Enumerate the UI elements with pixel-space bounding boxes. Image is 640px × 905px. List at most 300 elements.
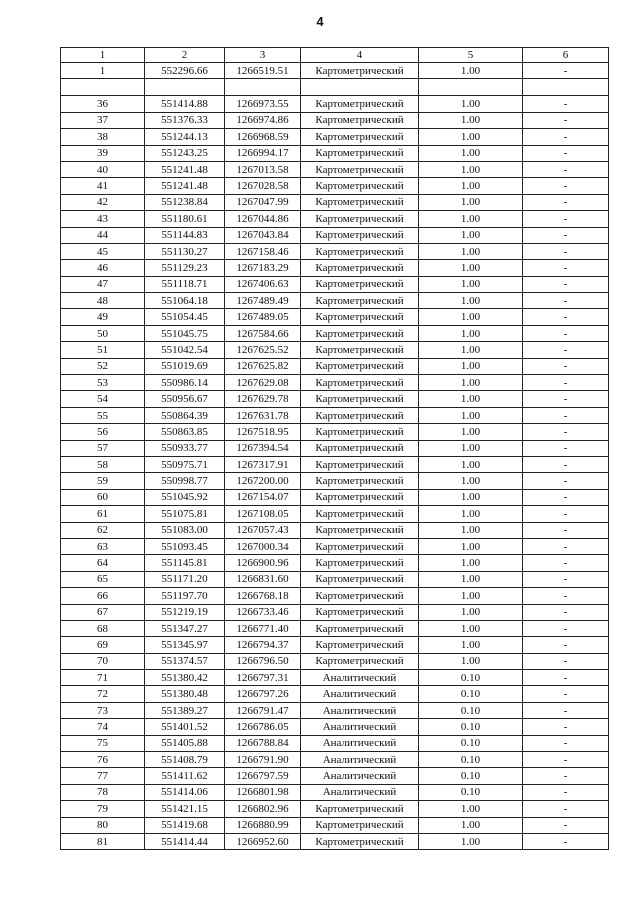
y-coordinate-cell: 1267394.54	[225, 440, 301, 456]
method-cell: Аналитический	[301, 768, 419, 784]
x-coordinate-cell: 551241.48	[145, 178, 225, 194]
description-cell: -	[523, 489, 609, 505]
table-header	[61, 48, 609, 63]
table-row	[61, 801, 609, 817]
x-coordinate-cell: 551345.97	[145, 637, 225, 653]
point-number-cell: 55	[61, 407, 145, 423]
column-header-2: 2	[145, 48, 225, 63]
method-cell: Аналитический	[301, 686, 419, 702]
x-coordinate-cell: 551180.61	[145, 211, 225, 227]
y-coordinate-cell: 1266733.46	[225, 604, 301, 620]
table-row	[61, 719, 609, 735]
point-number-cell: 60	[61, 489, 145, 505]
point-number-cell: 54	[61, 391, 145, 407]
y-coordinate-cell: 1267489.05	[225, 309, 301, 325]
point-number-cell: 47	[61, 276, 145, 292]
description-cell: -	[523, 571, 609, 587]
accuracy-cell: 1.00	[419, 112, 523, 128]
description-cell: -	[523, 653, 609, 669]
description-cell: -	[523, 670, 609, 686]
y-coordinate-cell: 1266788.84	[225, 735, 301, 751]
description-cell: -	[523, 456, 609, 472]
accuracy-cell: 1.00	[419, 129, 523, 145]
accuracy-cell: 1.00	[419, 63, 523, 79]
column-header-6: 6	[523, 48, 609, 63]
accuracy-cell: 1.00	[419, 506, 523, 522]
description-cell: -	[523, 686, 609, 702]
table-row	[61, 178, 609, 194]
method-cell: Картометрический	[301, 375, 419, 391]
accuracy-cell: 1.00	[419, 194, 523, 210]
x-coordinate-cell: 551054.45	[145, 309, 225, 325]
description-cell: -	[523, 260, 609, 276]
accuracy-cell: 0.10	[419, 768, 523, 784]
point-number-cell: 61	[61, 506, 145, 522]
point-number-cell: 73	[61, 702, 145, 718]
description-cell: -	[523, 325, 609, 341]
table-row	[61, 686, 609, 702]
y-coordinate-cell: 1267158.46	[225, 243, 301, 259]
point-number-cell: 80	[61, 817, 145, 833]
method-cell: Аналитический	[301, 719, 419, 735]
x-coordinate-cell: 551411.62	[145, 768, 225, 784]
x-coordinate-cell: 551421.15	[145, 801, 225, 817]
point-number-cell: 75	[61, 735, 145, 751]
accuracy-cell: 1.00	[419, 456, 523, 472]
point-number-cell: 1	[61, 63, 145, 79]
x-coordinate-cell: 551380.48	[145, 686, 225, 702]
y-coordinate-cell: 1266802.96	[225, 801, 301, 817]
table-row	[61, 604, 609, 620]
x-coordinate-cell: 551144.83	[145, 227, 225, 243]
accuracy-cell: 1.00	[419, 309, 523, 325]
x-coordinate-cell: 550975.71	[145, 456, 225, 472]
method-cell: Аналитический	[301, 702, 419, 718]
y-coordinate-cell: 1267000.34	[225, 538, 301, 554]
description-cell: -	[523, 243, 609, 259]
y-coordinate-cell: 1267200.00	[225, 473, 301, 489]
x-coordinate-cell: 550986.14	[145, 375, 225, 391]
empty-row	[61, 79, 609, 96]
y-coordinate-cell: 1266973.55	[225, 96, 301, 112]
x-coordinate-cell: 551374.57	[145, 653, 225, 669]
y-coordinate-cell: 1267028.58	[225, 178, 301, 194]
table-row	[61, 473, 609, 489]
point-number-cell: 59	[61, 473, 145, 489]
point-number-cell: 74	[61, 719, 145, 735]
method-cell: Картометрический	[301, 276, 419, 292]
table-row	[61, 768, 609, 784]
accuracy-cell: 1.00	[419, 801, 523, 817]
y-coordinate-cell: 1266994.17	[225, 145, 301, 161]
table-row	[61, 260, 609, 276]
table-row	[61, 735, 609, 751]
description-cell: -	[523, 637, 609, 653]
y-coordinate-cell: 1267629.78	[225, 391, 301, 407]
x-coordinate-cell: 551376.33	[145, 112, 225, 128]
y-coordinate-cell: 1267154.07	[225, 489, 301, 505]
y-coordinate-cell: 1267108.05	[225, 506, 301, 522]
description-cell: -	[523, 342, 609, 358]
accuracy-cell: 1.00	[419, 227, 523, 243]
x-coordinate-cell: 551083.00	[145, 522, 225, 538]
method-cell: Картометрический	[301, 489, 419, 505]
y-coordinate-cell: 1267183.29	[225, 260, 301, 276]
table-row	[61, 456, 609, 472]
accuracy-cell: 1.00	[419, 522, 523, 538]
method-cell: Картометрический	[301, 571, 419, 587]
table-row	[61, 129, 609, 145]
description-cell: -	[523, 194, 609, 210]
method-cell: Аналитический	[301, 784, 419, 800]
method-cell: Картометрический	[301, 407, 419, 423]
table-row	[61, 571, 609, 587]
table-row	[61, 63, 609, 79]
y-coordinate-cell: 1266768.18	[225, 588, 301, 604]
point-number-cell: 39	[61, 145, 145, 161]
method-cell: Картометрический	[301, 211, 419, 227]
accuracy-cell: 1.00	[419, 391, 523, 407]
method-cell: Картометрический	[301, 260, 419, 276]
point-number-cell: 66	[61, 588, 145, 604]
description-cell: -	[523, 375, 609, 391]
accuracy-cell: 1.00	[419, 293, 523, 309]
accuracy-cell: 1.00	[419, 407, 523, 423]
description-cell: -	[523, 555, 609, 571]
table-row	[61, 309, 609, 325]
method-cell: Картометрический	[301, 588, 419, 604]
description-cell: -	[523, 538, 609, 554]
method-cell: Картометрический	[301, 243, 419, 259]
accuracy-cell: 1.00	[419, 588, 523, 604]
accuracy-cell: 0.10	[419, 752, 523, 768]
point-number-cell: 67	[61, 604, 145, 620]
point-number-cell: 81	[61, 833, 145, 849]
method-cell: Картометрический	[301, 391, 419, 407]
column-header-3: 3	[225, 48, 301, 63]
point-number-cell: 50	[61, 325, 145, 341]
method-cell: Картометрический	[301, 506, 419, 522]
x-coordinate-cell: 551045.92	[145, 489, 225, 505]
y-coordinate-cell: 1266797.31	[225, 670, 301, 686]
method-cell: Картометрический	[301, 637, 419, 653]
x-coordinate-cell: 552296.66	[145, 63, 225, 79]
description-cell: -	[523, 276, 609, 292]
description-cell: -	[523, 145, 609, 161]
method-cell: Картометрический	[301, 538, 419, 554]
column-header-4: 4	[301, 48, 419, 63]
point-number-cell: 76	[61, 752, 145, 768]
accuracy-cell: 1.00	[419, 161, 523, 177]
method-cell: Картометрический	[301, 473, 419, 489]
table-row	[61, 538, 609, 554]
description-cell: -	[523, 424, 609, 440]
table-row	[61, 424, 609, 440]
table-row	[61, 752, 609, 768]
point-number-cell: 77	[61, 768, 145, 784]
description-cell: -	[523, 817, 609, 833]
x-coordinate-cell: 551419.68	[145, 817, 225, 833]
description-cell: -	[523, 63, 609, 79]
empty-cell	[145, 79, 225, 96]
table-row	[61, 833, 609, 849]
table-row	[61, 407, 609, 423]
x-coordinate-cell: 551118.71	[145, 276, 225, 292]
accuracy-cell: 1.00	[419, 637, 523, 653]
y-coordinate-cell: 1266797.26	[225, 686, 301, 702]
method-cell: Картометрический	[301, 194, 419, 210]
table-row	[61, 161, 609, 177]
table-row	[61, 293, 609, 309]
x-coordinate-cell: 551238.84	[145, 194, 225, 210]
accuracy-cell: 1.00	[419, 620, 523, 636]
point-number-cell: 65	[61, 571, 145, 587]
accuracy-cell: 1.00	[419, 604, 523, 620]
accuracy-cell: 1.00	[419, 358, 523, 374]
y-coordinate-cell: 1266519.51	[225, 63, 301, 79]
accuracy-cell: 0.10	[419, 702, 523, 718]
x-coordinate-cell: 551244.13	[145, 129, 225, 145]
accuracy-cell: 1.00	[419, 571, 523, 587]
description-cell: -	[523, 784, 609, 800]
y-coordinate-cell: 1267044.86	[225, 211, 301, 227]
method-cell: Аналитический	[301, 752, 419, 768]
point-number-cell: 40	[61, 161, 145, 177]
x-coordinate-cell: 551243.25	[145, 145, 225, 161]
y-coordinate-cell: 1266952.60	[225, 833, 301, 849]
x-coordinate-cell: 551129.23	[145, 260, 225, 276]
accuracy-cell: 1.00	[419, 342, 523, 358]
table-row	[61, 588, 609, 604]
point-number-cell: 71	[61, 670, 145, 686]
table-row	[61, 670, 609, 686]
x-coordinate-cell: 551093.45	[145, 538, 225, 554]
method-cell: Картометрический	[301, 817, 419, 833]
y-coordinate-cell: 1267518.95	[225, 424, 301, 440]
table-row	[61, 227, 609, 243]
accuracy-cell: 1.00	[419, 653, 523, 669]
method-cell: Картометрический	[301, 522, 419, 538]
y-coordinate-cell: 1267013.58	[225, 161, 301, 177]
x-coordinate-cell: 551405.88	[145, 735, 225, 751]
empty-cell	[225, 79, 301, 96]
method-cell: Картометрический	[301, 293, 419, 309]
x-coordinate-cell: 550956.67	[145, 391, 225, 407]
x-coordinate-cell: 551408.79	[145, 752, 225, 768]
x-coordinate-cell: 551045.75	[145, 325, 225, 341]
description-cell: -	[523, 620, 609, 636]
point-number-cell: 44	[61, 227, 145, 243]
point-number-cell: 43	[61, 211, 145, 227]
accuracy-cell: 1.00	[419, 145, 523, 161]
column-header-1: 1	[61, 48, 145, 63]
method-cell: Картометрический	[301, 129, 419, 145]
table-row	[61, 489, 609, 505]
x-coordinate-cell: 551130.27	[145, 243, 225, 259]
description-cell: -	[523, 588, 609, 604]
x-coordinate-cell: 551145.81	[145, 555, 225, 571]
table-row	[61, 817, 609, 833]
y-coordinate-cell: 1267047.99	[225, 194, 301, 210]
point-number-cell: 51	[61, 342, 145, 358]
y-coordinate-cell: 1266974.86	[225, 112, 301, 128]
x-coordinate-cell: 551389.27	[145, 702, 225, 718]
accuracy-cell: 1.00	[419, 489, 523, 505]
method-cell: Картометрический	[301, 555, 419, 571]
empty-cell	[301, 79, 419, 96]
description-cell: -	[523, 112, 609, 128]
x-coordinate-cell: 551219.19	[145, 604, 225, 620]
table-row	[61, 702, 609, 718]
point-number-cell: 52	[61, 358, 145, 374]
table-row	[61, 96, 609, 112]
empty-cell	[523, 79, 609, 96]
x-coordinate-cell: 551064.18	[145, 293, 225, 309]
description-cell: -	[523, 391, 609, 407]
point-number-cell: 41	[61, 178, 145, 194]
table-row	[61, 620, 609, 636]
point-number-cell: 69	[61, 637, 145, 653]
table-row	[61, 276, 609, 292]
point-number-cell: 72	[61, 686, 145, 702]
description-cell: -	[523, 309, 609, 325]
point-number-cell: 63	[61, 538, 145, 554]
description-cell: -	[523, 735, 609, 751]
y-coordinate-cell: 1267631.78	[225, 407, 301, 423]
x-coordinate-cell: 551347.27	[145, 620, 225, 636]
x-coordinate-cell: 551171.20	[145, 571, 225, 587]
table-body	[61, 63, 609, 850]
accuracy-cell: 1.00	[419, 538, 523, 554]
x-coordinate-cell: 551414.06	[145, 784, 225, 800]
method-cell: Картометрический	[301, 178, 419, 194]
x-coordinate-cell: 550864.39	[145, 407, 225, 423]
accuracy-cell: 0.10	[419, 686, 523, 702]
description-cell: -	[523, 129, 609, 145]
x-coordinate-cell: 551241.48	[145, 161, 225, 177]
x-coordinate-cell: 551380.42	[145, 670, 225, 686]
accuracy-cell: 1.00	[419, 833, 523, 849]
accuracy-cell: 1.00	[419, 473, 523, 489]
method-cell: Картометрический	[301, 63, 419, 79]
x-coordinate-cell: 551414.88	[145, 96, 225, 112]
method-cell: Картометрический	[301, 342, 419, 358]
point-number-cell: 58	[61, 456, 145, 472]
accuracy-cell: 1.00	[419, 211, 523, 227]
description-cell: -	[523, 358, 609, 374]
column-header-5: 5	[419, 48, 523, 63]
y-coordinate-cell: 1266794.37	[225, 637, 301, 653]
x-coordinate-cell: 551197.70	[145, 588, 225, 604]
x-coordinate-cell: 550933.77	[145, 440, 225, 456]
point-number-cell: 48	[61, 293, 145, 309]
point-number-cell: 62	[61, 522, 145, 538]
accuracy-cell: 1.00	[419, 96, 523, 112]
point-number-cell: 37	[61, 112, 145, 128]
y-coordinate-cell: 1266797.59	[225, 768, 301, 784]
accuracy-cell: 1.00	[419, 817, 523, 833]
y-coordinate-cell: 1267317.91	[225, 456, 301, 472]
x-coordinate-cell: 551401.52	[145, 719, 225, 735]
method-cell: Картометрический	[301, 145, 419, 161]
table-row	[61, 653, 609, 669]
description-cell: -	[523, 96, 609, 112]
method-cell: Картометрический	[301, 96, 419, 112]
empty-cell	[419, 79, 523, 96]
method-cell: Картометрический	[301, 424, 419, 440]
table-row	[61, 375, 609, 391]
point-number-cell: 56	[61, 424, 145, 440]
x-coordinate-cell: 551414.44	[145, 833, 225, 849]
accuracy-cell: 0.10	[419, 670, 523, 686]
y-coordinate-cell: 1267043.84	[225, 227, 301, 243]
empty-cell	[61, 79, 145, 96]
y-coordinate-cell: 1266831.60	[225, 571, 301, 587]
method-cell: Картометрический	[301, 358, 419, 374]
y-coordinate-cell: 1266786.05	[225, 719, 301, 735]
method-cell: Картометрический	[301, 161, 419, 177]
point-number-cell: 46	[61, 260, 145, 276]
x-coordinate-cell: 551042.54	[145, 342, 225, 358]
point-number-cell: 49	[61, 309, 145, 325]
y-coordinate-cell: 1267625.82	[225, 358, 301, 374]
table-row	[61, 440, 609, 456]
table-row	[61, 194, 609, 210]
point-number-cell: 36	[61, 96, 145, 112]
method-cell: Картометрический	[301, 227, 419, 243]
x-coordinate-cell: 550863.85	[145, 424, 225, 440]
method-cell: Картометрический	[301, 325, 419, 341]
description-cell: -	[523, 161, 609, 177]
table-row	[61, 342, 609, 358]
y-coordinate-cell: 1267625.52	[225, 342, 301, 358]
description-cell: -	[523, 506, 609, 522]
table-row	[61, 325, 609, 341]
accuracy-cell: 0.10	[419, 719, 523, 735]
table-row	[61, 391, 609, 407]
x-coordinate-cell: 551019.69	[145, 358, 225, 374]
description-cell: -	[523, 473, 609, 489]
description-cell: -	[523, 719, 609, 735]
method-cell: Картометрический	[301, 801, 419, 817]
description-cell: -	[523, 752, 609, 768]
description-cell: -	[523, 768, 609, 784]
y-coordinate-cell: 1266771.40	[225, 620, 301, 636]
point-number-cell: 64	[61, 555, 145, 571]
point-number-cell: 57	[61, 440, 145, 456]
table-row	[61, 211, 609, 227]
y-coordinate-cell: 1266880.99	[225, 817, 301, 833]
y-coordinate-cell: 1267584.66	[225, 325, 301, 341]
table-row	[61, 358, 609, 374]
point-number-cell: 78	[61, 784, 145, 800]
table-row	[61, 637, 609, 653]
point-number-cell: 79	[61, 801, 145, 817]
accuracy-cell: 1.00	[419, 440, 523, 456]
y-coordinate-cell: 1266900.96	[225, 555, 301, 571]
description-cell: -	[523, 227, 609, 243]
description-cell: -	[523, 522, 609, 538]
method-cell: Картометрический	[301, 112, 419, 128]
description-cell: -	[523, 293, 609, 309]
method-cell: Картометрический	[301, 604, 419, 620]
header-row	[61, 48, 609, 63]
point-number-cell: 53	[61, 375, 145, 391]
description-cell: -	[523, 702, 609, 718]
description-cell: -	[523, 801, 609, 817]
y-coordinate-cell: 1267629.08	[225, 375, 301, 391]
point-number-cell: 45	[61, 243, 145, 259]
